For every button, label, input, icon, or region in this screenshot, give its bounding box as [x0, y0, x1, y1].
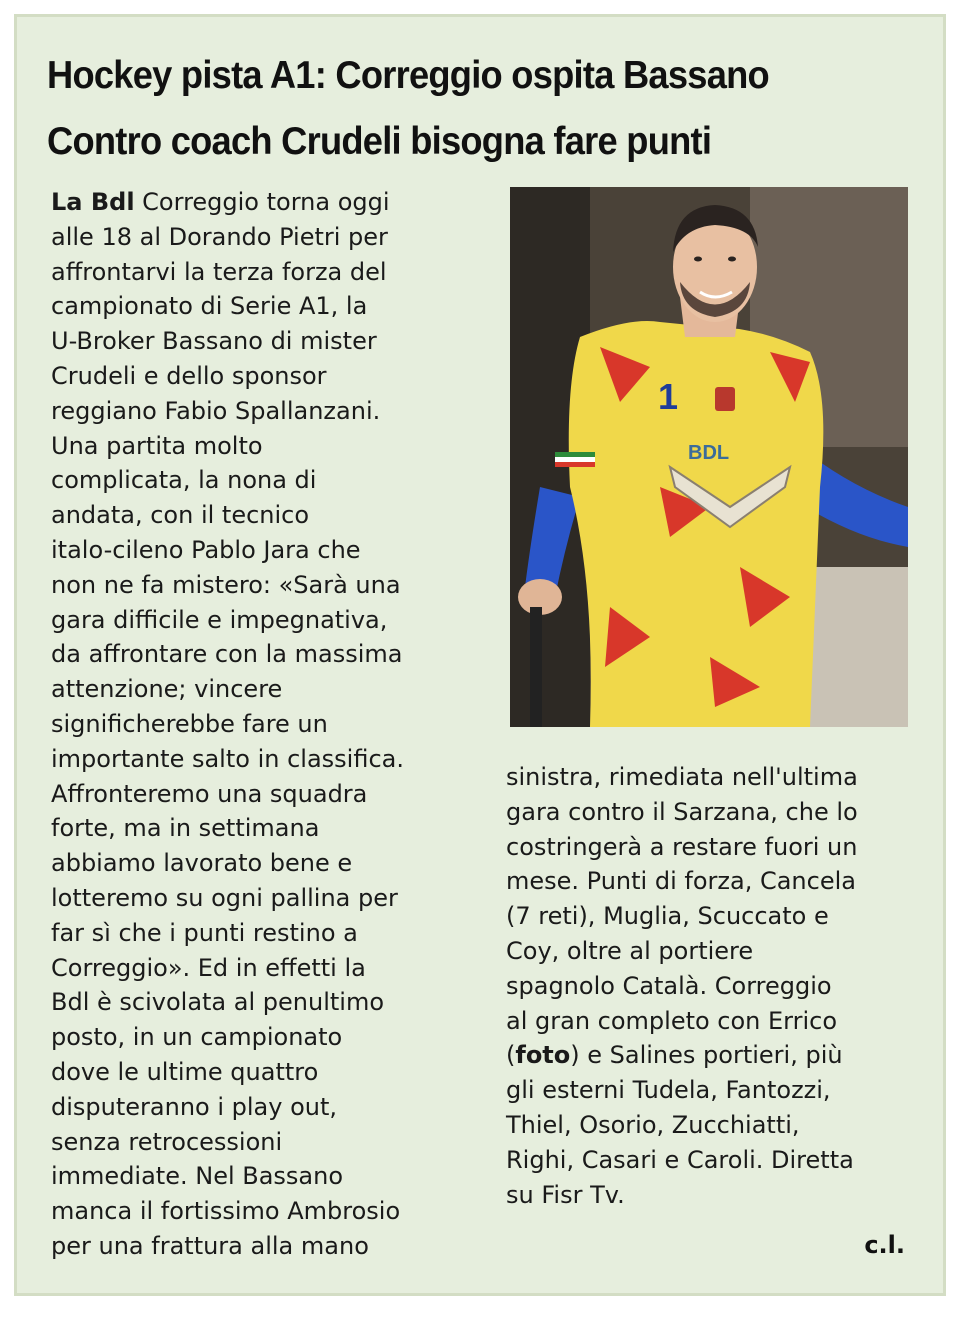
player-photo-illustration	[510, 187, 908, 727]
article-line: spagnolo Català. Correggio	[506, 971, 832, 1000]
article-line: forte, ma in settimana	[51, 814, 320, 843]
article-line: Correggio». Ed in effetti la	[51, 953, 366, 982]
article-line: costringerà a restare fuori un	[506, 832, 858, 861]
article-line: Affronteremo una squadra	[51, 779, 368, 808]
article-line: complicata, la nona di	[51, 466, 317, 495]
article-line: reggiano Fabio Spallanzani.	[51, 396, 381, 425]
article-line: Crudeli e dello sponsor	[51, 361, 327, 390]
jersey-number: 1	[658, 376, 679, 417]
player-photo	[510, 187, 908, 727]
headline	[47, 43, 865, 175]
article-column-right	[506, 760, 916, 1212]
article-line: far sì che i punti restino a	[51, 918, 358, 947]
article-line: immediate. Nel Bassano	[51, 1162, 344, 1191]
article-line: U-Broker Bassano di mister	[51, 327, 377, 356]
article-line: Thiel, Osorio, Zucchiatti,	[506, 1110, 800, 1139]
article-line: al gran completo con Errico	[506, 1006, 838, 1035]
article-line: manca il fortissimo Ambrosio	[51, 1197, 401, 1226]
article-line: lotteremo su ogni pallina per	[51, 883, 398, 912]
article-line: Righi, Casari e Caroli. Diretta	[506, 1145, 854, 1174]
article-line: dove le ultime quattro	[51, 1057, 319, 1086]
article-line: mese. Punti di forza, Cancela	[506, 867, 856, 896]
article-line: affrontarvi la terza forza del	[51, 257, 387, 286]
article-line: alle 18 al Dorando Pietri per	[51, 222, 388, 251]
article-column-left	[51, 185, 471, 1264]
article-line: italo-cileno Pablo Jara che	[51, 535, 361, 564]
article-line: andata, con il tecnico	[51, 501, 310, 530]
article-line: gara difficile e impegnativa,	[51, 605, 388, 634]
headline-line-2: Contro coach Crudeli bisogna fare punti	[47, 120, 712, 163]
article-line: sinistra, rimediata nell'ultima	[506, 763, 858, 791]
article-line: importante salto in classifica.	[51, 744, 404, 773]
article-line: per una frattura alla mano	[51, 1231, 369, 1260]
article-clipping	[14, 14, 946, 1296]
article-line: significherebbe fare un	[51, 709, 328, 738]
article-line: (foto) e Salines portieri, più	[506, 1041, 843, 1070]
article-line: abbiamo lavorato bene e	[51, 849, 353, 878]
article-line: campionato di Serie A1, la	[51, 292, 368, 321]
article-line: su Fisr Tv.	[506, 1180, 625, 1209]
article-line: (7 reti), Muglia, Scuccato e	[506, 902, 829, 931]
article-line: disputeranno i play out,	[51, 1092, 338, 1121]
article-line: senza retrocessioni	[51, 1127, 283, 1156]
foto-reference: foto	[515, 1041, 571, 1070]
jersey-text: BDL	[688, 442, 730, 464]
article-line: Bdl è scivolata al penultimo	[51, 988, 384, 1017]
article-line: da affrontare con la massima	[51, 640, 403, 669]
article-line: non ne fa mistero: «Sarà una	[51, 570, 401, 599]
lead-bold: La Bdl	[51, 188, 135, 216]
article-line: gli esterni Tudela, Fantozzi,	[506, 1076, 831, 1105]
article-line: Coy, oltre al portiere	[506, 936, 754, 965]
article-line: attenzione; vincere	[51, 675, 283, 704]
article-line: La Bdl Correggio torna oggi	[51, 188, 390, 216]
article-line: posto, in un campionato	[51, 1023, 343, 1052]
article-line: Una partita molto	[51, 431, 263, 460]
headline-line-1: Hockey pista A1: Correggio ospita Bassano	[47, 54, 769, 97]
author-signature: c.l.	[864, 1231, 905, 1259]
article-line: gara contro il Sarzana, che lo	[506, 797, 858, 826]
